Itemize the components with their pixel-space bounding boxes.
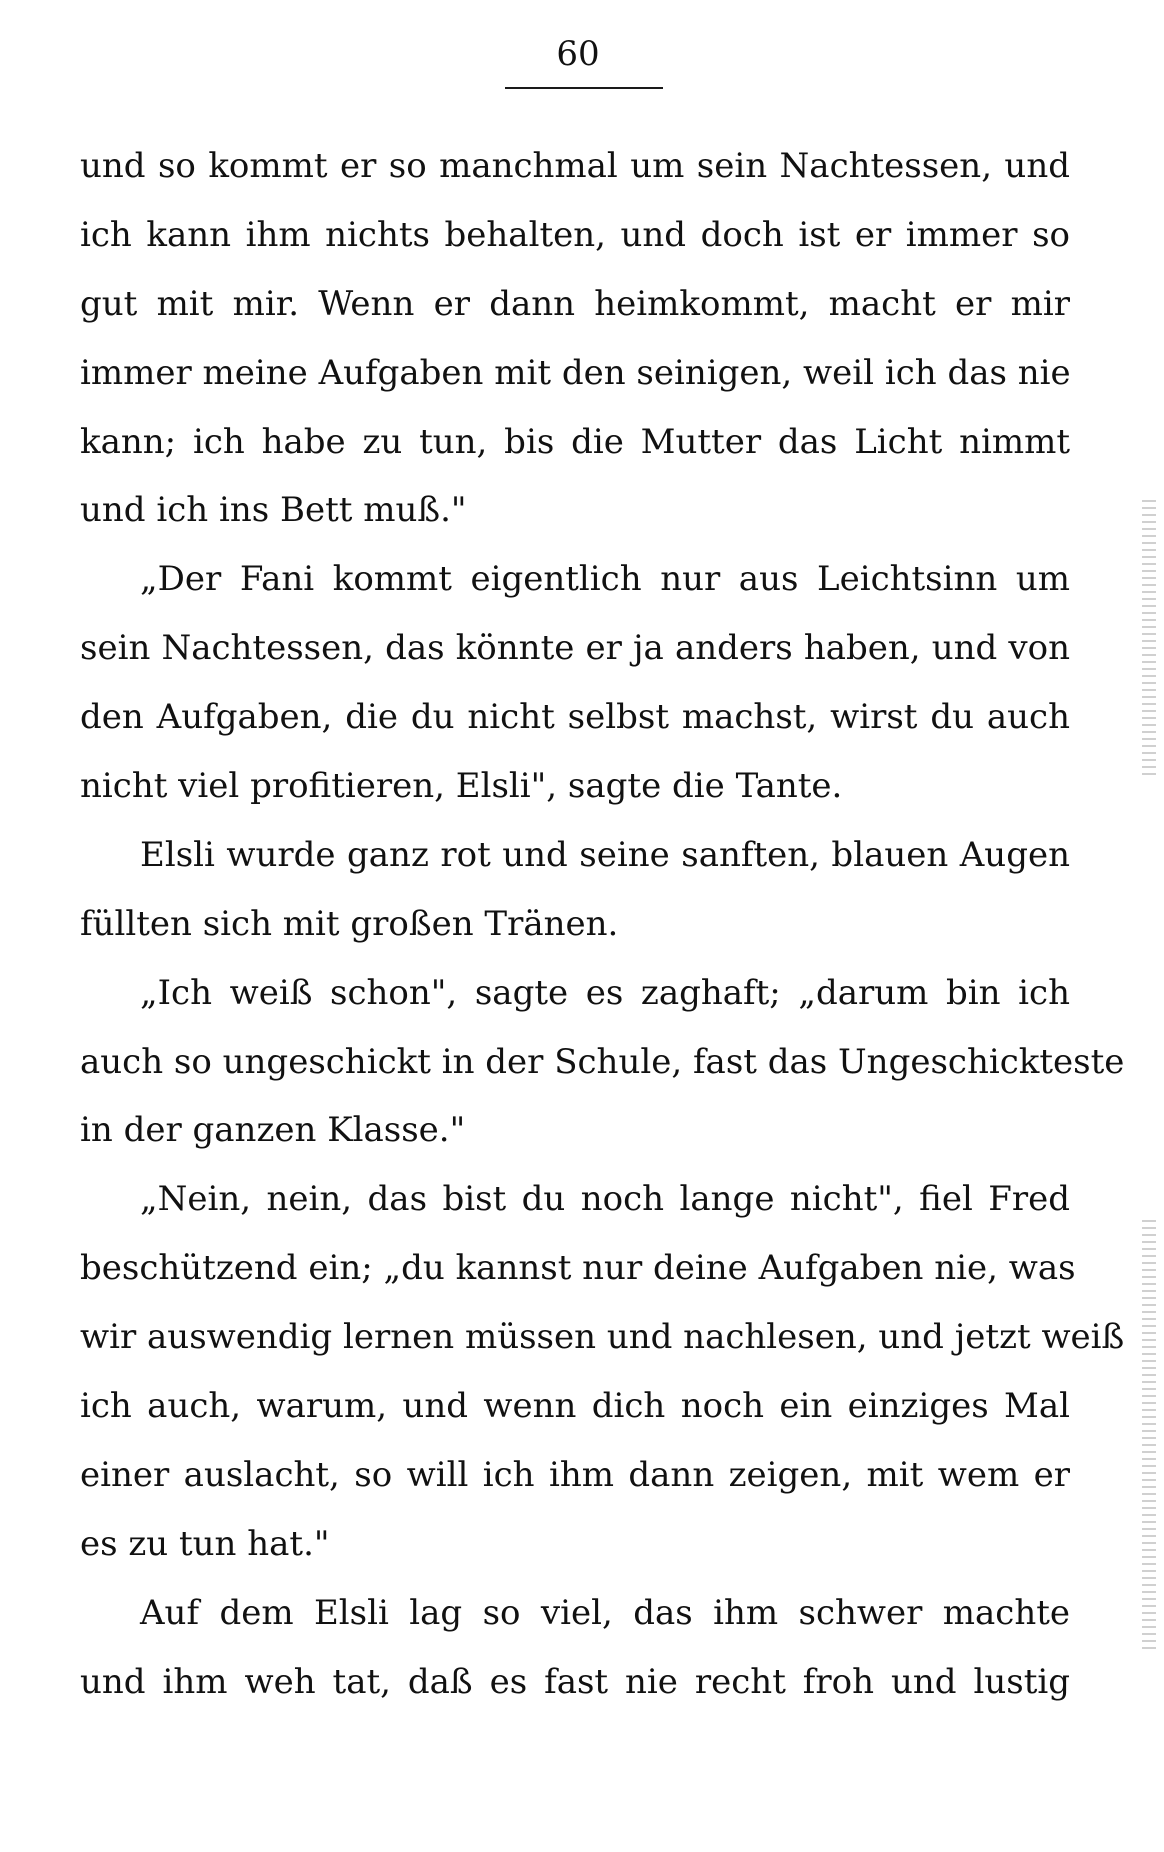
text-line: und ihm weh tat, daß es fast nie recht froh und lustig <box>80 1661 1070 1702</box>
text-line: wir auswendig lernen müssen und nachlesen, und jetzt weiß <box>80 1317 1125 1358</box>
text-line: und ich ins Bett muß." <box>80 490 467 531</box>
text-line: Elsli wurde ganz rot und seine sanften, blauen Augen <box>140 834 1070 875</box>
page-number: 60 <box>556 34 600 74</box>
page-number-rule <box>505 87 663 89</box>
body-text <box>80 132 1125 1716</box>
text-line: nicht viel profitieren, Elsli", sagte die Tante. <box>80 766 843 807</box>
scan-edge-artifact <box>1142 1220 1156 1650</box>
text-line: „Nein, nein, das bist du noch lange nicht", fiel Fred <box>140 1179 1070 1220</box>
paragraph <box>80 132 1070 545</box>
paragraph <box>80 545 1070 821</box>
scan-edge-artifact <box>1142 500 1156 780</box>
text-line: und so kommt er so manchmal um sein Nachtessen, und <box>80 146 1070 186</box>
text-line: es zu tun hat." <box>80 1523 330 1564</box>
paragraph <box>80 1579 1070 1717</box>
text-line: kann; ich habe zu tun, bis die Mutter das Licht nimmt <box>80 421 1070 462</box>
text-line: „Der Fani kommt eigentlich nur aus Leichtsinn um <box>140 559 1070 600</box>
text-line: Auf dem Elsli lag so viel, das ihm schwer machte <box>140 1592 1070 1633</box>
text-line: den Aufgaben, die du nicht selbst machst, wirst du auch <box>80 697 1070 738</box>
text-line: füllten sich mit großen Tränen. <box>80 903 619 944</box>
paragraph <box>80 959 1125 1166</box>
text-line: gut mit mir. Wenn er dann heimkommt, macht er mir <box>80 283 1070 324</box>
text-line: „Ich weiß schon", sagte es zaghaft; „darum bin ich <box>140 972 1070 1013</box>
text-line: in der ganzen Klasse." <box>80 1110 466 1151</box>
text-line: sein Nachtessen, das könnte er ja anders haben, und von <box>80 628 1070 669</box>
text-line: immer meine Aufgaben mit den seinigen, weil ich das nie <box>80 352 1071 393</box>
paragraph <box>80 1165 1125 1578</box>
text-line: auch so ungeschickt in der Schule, fast das Ungeschickteste <box>80 1041 1125 1082</box>
text-line: ich kann ihm nichts behalten, und doch ist er immer so <box>80 214 1070 255</box>
text-line: ich auch, warum, und wenn dich noch ein einziges Mal <box>80 1386 1070 1427</box>
text-line: einer auslacht, so will ich ihm dann zeigen, mit wem er <box>80 1454 1070 1495</box>
text-line: beschützend ein; „du kannst nur deine Aufgaben nie, was <box>80 1248 1076 1289</box>
paragraph <box>80 821 1070 959</box>
